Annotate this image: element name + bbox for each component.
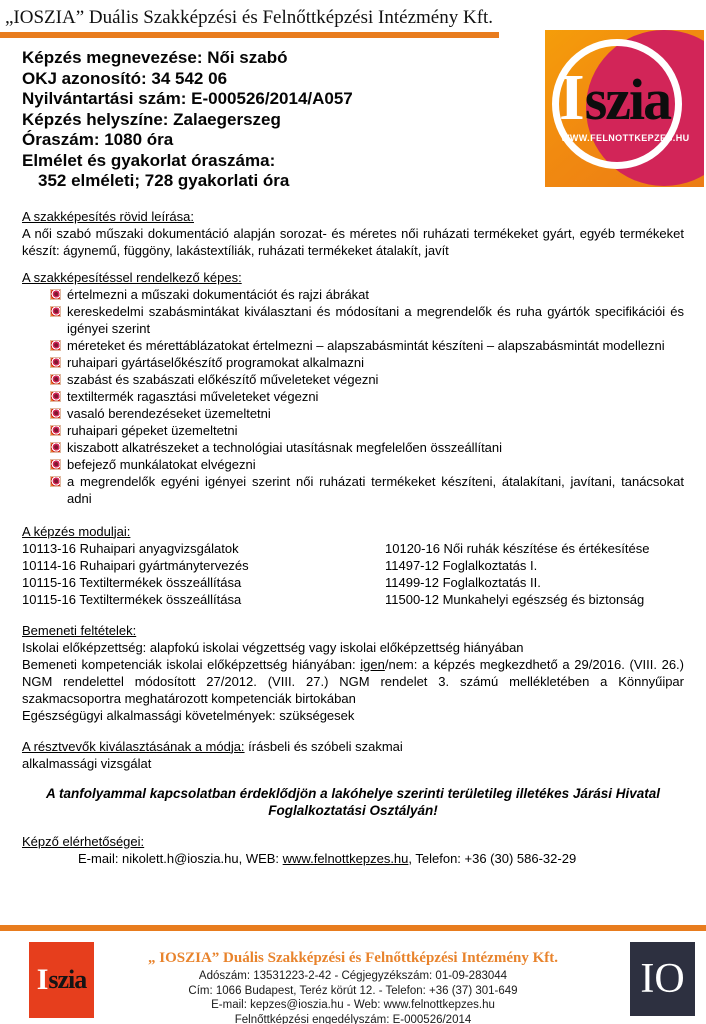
- selection-heading: A résztvevők kiválasztásának a módja:: [22, 738, 245, 754]
- module-item: 10115-16 Textiltermékek összeállítása: [22, 574, 242, 590]
- footer-address-line: Cím: 1066 Budapest, Teréz körút 12. - Telefon: +36 (37) 301-649: [188, 984, 518, 997]
- capabilities-heading: A szakképesítéssel rendelkező képes:: [22, 269, 242, 285]
- footer-logo-letters-szia: szia: [48, 965, 87, 994]
- entry-school-line: Iskolai előképzettség: alapfokú iskolai végzettség vagy iskolai előképzettség hiányában: [22, 639, 524, 655]
- header-divider: [0, 32, 499, 38]
- capability-text: a megrendelők egyéni igényei szerint női ruházati termékeket készíteni, átalakítani, javítani, tanácsokat adni: [67, 473, 684, 506]
- footer-company-name: „ IOSZIA” Duális Szakképzési és Felnőttképzési Intézmény Kft.: [148, 950, 558, 966]
- ioszia-bullet-icon: [50, 289, 61, 300]
- ioszia-bullet-icon: [50, 391, 61, 402]
- course-name: Képzés megnevezése: Női szabó: [22, 48, 288, 67]
- capability-text: értelmezni a műszaki dokumentációt és rajzi ábrákat: [67, 286, 370, 302]
- description-heading: A szakképesítés rövid leírása:: [22, 208, 194, 224]
- entry-competency-paragraph: [22, 656, 684, 707]
- ioszia-bullet-icon: [50, 408, 61, 419]
- module-item: 10114-16 Ruhaipari gyártmánytervezés: [22, 557, 249, 573]
- course-okj-id: OKJ azonosító: 34 542 06: [22, 68, 228, 88]
- capability-item: [22, 371, 684, 388]
- footer-divider: [0, 925, 706, 931]
- course-location: Képzés helyszíne: Zalaegerszeg: [22, 109, 281, 129]
- entry-heading: Bemeneti feltételek:: [22, 622, 137, 638]
- capability-text: textiltermék ragasztási műveleteket végezni: [67, 388, 319, 404]
- description-body: A női szabó műszaki dokumentáció alapján sorozat- és méretes női ruházati termékeket gyárt, egyéb termékeket készít: ágynemű, függöny, lakástextíliák, ruházati termékeket átalakít, javít: [22, 225, 684, 258]
- main-content: [22, 208, 684, 867]
- entry-health-line: Egészségügyi alkalmassági követelmények: szükségesek: [22, 707, 355, 723]
- footer-logo-letter-i: I: [36, 963, 49, 996]
- logo-letters-szia: szia: [584, 67, 671, 132]
- ioszia-logo: [545, 30, 704, 187]
- selection-line: [22, 738, 684, 755]
- ioszia-bullet-icon: [50, 340, 61, 351]
- capability-item: [22, 405, 684, 422]
- course-theory-practice-value: 352 elméleti; 728 gyakorlati óra: [38, 171, 290, 190]
- footer: [0, 936, 706, 1024]
- modules-column-left: [22, 540, 385, 608]
- capability-item: [22, 337, 684, 354]
- course-registration-number: Nyilvántartási szám: E-000526/2014/A057: [22, 89, 353, 108]
- capability-text: méreteket és mérettáblázatokat értelmezni – alapszabásmintát készíteni – alapszabásmintát modellezni: [67, 337, 665, 353]
- course-info-block: [22, 48, 532, 192]
- capability-text: kiszabott alkatrészeket a technológiai utasításnak megfelelően összeállítani: [67, 439, 503, 455]
- footer-ioszia-logo: [29, 942, 94, 1018]
- capability-text: vasaló berendezéseket üzemeltetni: [67, 405, 271, 421]
- contact-suffix: , Telefon: +36 (30) 586-32-29: [408, 850, 577, 866]
- contact-heading: Képző elérhetőségei:: [22, 833, 145, 849]
- ioszia-bullet-icon: [50, 306, 61, 317]
- capability-item: [22, 456, 684, 473]
- capability-item: [22, 388, 684, 405]
- entry-competency-prefix: Bemeneti kompetenciák iskolai előképzettség hiányában:: [22, 656, 361, 672]
- logo-letter-i: I: [559, 61, 585, 134]
- header-company-title: „IOSZIA” Duális Szakképzési és Felnőttképzési Intézmény Kft.: [5, 7, 494, 28]
- capability-item: [22, 473, 684, 507]
- ioszia-bullet-icon: [50, 442, 61, 453]
- module-item: 10115-16 Textiltermékek összeállítása: [22, 591, 242, 607]
- capability-item: [22, 422, 684, 439]
- entry-competency-suffix: /nem: a képzés megkezdhető a 29/2016. (VIII. 26.) NGM rendelettel módosított 27/2012. (VIII. 27.) NGM rendelet 3. számú mellékletében a Könnyűipar szakmacsoportra meghatározott kompetenciák birtokában: [22, 656, 684, 706]
- contact-prefix: E-mail: nikolett.h@ioszia.hu, WEB:: [78, 850, 283, 866]
- contact-website-link[interactable]: www.felnottkepzes.hu: [282, 850, 409, 866]
- ioszia-bullet-icon: [50, 374, 61, 385]
- footer-tax-line: Adószám: 13531223-2-42 - Cégjegyzékszám: 01-09-283044: [198, 970, 508, 982]
- ioszia-bullet-icon: [50, 357, 61, 368]
- logo-website-text: WWW.FELNOTTKEPZES.HU: [561, 133, 690, 143]
- modules-heading: A képzés moduljai:: [22, 523, 131, 539]
- capabilities-list: [22, 286, 684, 507]
- footer-email-line: E-mail: kepzes@ioszia.hu - Web: www.felnottkepzes.hu: [211, 999, 495, 1011]
- module-item: 10120-16 Női ruhák készítése és értékesítése: [385, 540, 650, 556]
- contact-line: [78, 850, 684, 867]
- footer-io-letters: IO: [640, 956, 685, 1002]
- capability-item: [22, 439, 684, 456]
- module-item: 11500-12 Munkahelyi egészség és biztonság: [385, 591, 645, 607]
- modules-column-right: [385, 540, 684, 608]
- footer-contact-block: [110, 950, 596, 1024]
- selection-line2: alkalmassági vizsgálat: [22, 755, 152, 771]
- capability-item: [22, 303, 684, 337]
- module-item: 11497-12 Foglalkoztatás I.: [385, 557, 538, 573]
- job-office-notice: A tanfolyammal kapcsolatban érdeklődjön a lakóhelye szerinti területileg illetékes Járási Hivatal Foglalkoztatási Osztályán!: [46, 785, 660, 818]
- capability-text: befejező munkálatokat elvégezni: [67, 456, 256, 472]
- module-item: 10113-16 Ruhaipari anyagvizsgálatok: [22, 540, 239, 556]
- logo-wordmark: [559, 60, 670, 136]
- capability-item: [22, 354, 684, 371]
- capability-text: szabást és szabászati előkészítő műveleteket végezni: [67, 371, 379, 387]
- course-hours: Óraszám: 1080 óra: [22, 130, 174, 149]
- ioszia-bullet-icon: [50, 425, 61, 436]
- capability-item: [22, 286, 684, 303]
- module-item: 11499-12 Foglalkoztatás II.: [385, 574, 541, 590]
- footer-io-monogram-logo: [630, 942, 695, 1016]
- capability-text: ruhaipari gépeket üzemeltetni: [67, 422, 238, 438]
- course-theory-practice-label: Elmélet és gyakorlat óraszáma:: [22, 150, 276, 170]
- ioszia-bullet-icon: [50, 459, 61, 470]
- modules-grid: [22, 540, 684, 608]
- ioszia-bullet-icon: [50, 476, 61, 487]
- capability-text: kereskedelmi szabásmintákat kiválasztani és módosítani a megrendelők és ruha gyártók specifikációi és igényei szerint: [67, 303, 684, 336]
- capability-text: ruhaipari gyártáselőkészítő programokat alkalmazni: [67, 354, 364, 370]
- selection-rest: írásbeli és szóbeli szakmai: [244, 738, 403, 754]
- entry-competency-yes: igen: [360, 656, 385, 672]
- footer-license-line: Felnőttképzési engedélyszám: E-000526/2014: [234, 1013, 472, 1024]
